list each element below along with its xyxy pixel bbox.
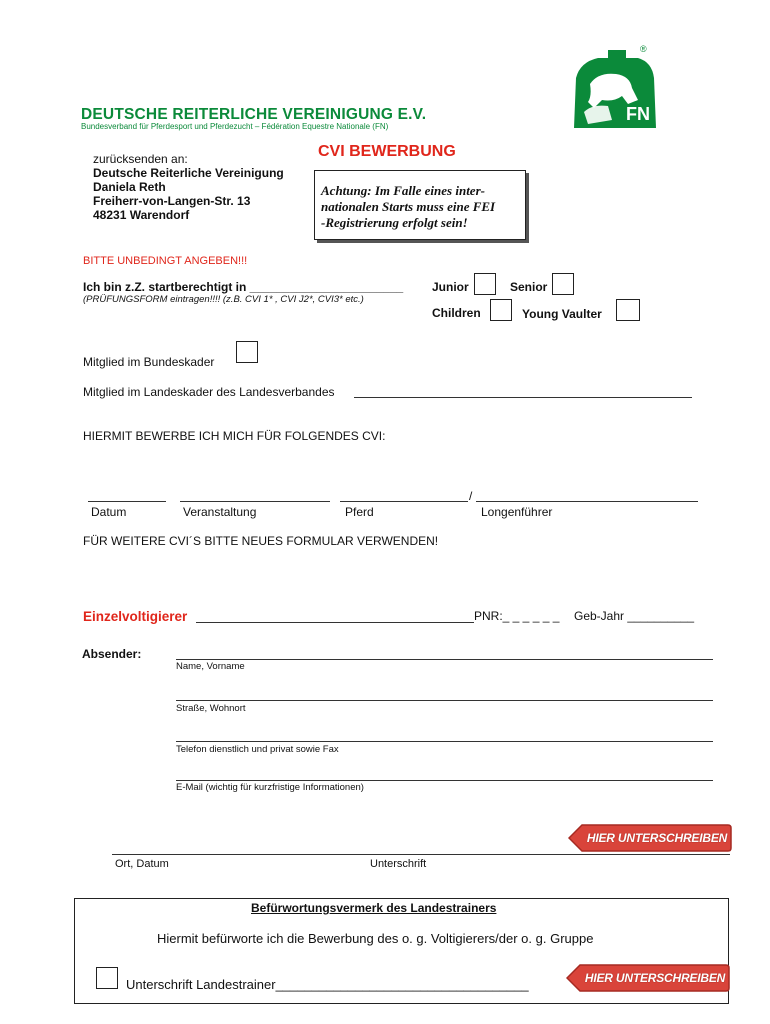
children-label: Children <box>432 306 481 320</box>
junior-label: Junior <box>432 280 469 294</box>
signature-label: Unterschrift <box>370 858 427 870</box>
required-heading: BITTE UNBEDINGT ANGEBEN!!! <box>83 255 248 267</box>
veranstaltung-label: Veranstaltung <box>183 505 257 519</box>
children-checkbox[interactable] <box>490 299 512 321</box>
address-line-4: 48231 Warendorf <box>93 208 190 222</box>
address-line-2: Daniela Reth <box>93 180 166 194</box>
further-note: FÜR WEITERE CVI´S BITTE NEUES FORMULAR VERWENDEN! <box>83 534 439 548</box>
org-subtitle: Bundesverband für Pferdesport und Pferdezucht – Fédération Equestre Nationale (FN) <box>81 122 389 131</box>
young-vaulter-label: Young Vaulter <box>522 307 602 321</box>
trainer-sign-here-label: HIER UNTERSCHREIBEN <box>584 971 726 985</box>
start-hint: (PRÜFUNGSFORM eintragen!!!! (z.B. CVI 1* , CVI J2*, CVI3* etc.) <box>83 294 364 305</box>
trainer-text: Hiermit befürworte ich die Bewerbung des o. g. Voltigierers/der o. g. Gruppe <box>157 931 594 946</box>
trainer-heading: Befürwortungsvermerk des Landestrainers <box>251 901 497 915</box>
name-line[interactable] <box>176 659 713 660</box>
street-caption: Straße, Wohnort <box>176 703 246 714</box>
logo-text: FN <box>626 104 650 124</box>
bundeskader-label: Mitglied im Bundeskader <box>83 355 215 369</box>
trainer-sign-here-button[interactable] <box>566 963 730 993</box>
email-line[interactable] <box>176 780 713 781</box>
place-date-signature-line[interactable] <box>112 854 730 855</box>
slash: / <box>469 489 473 503</box>
phone-caption: Telefon dienstlich und privat sowie Fax <box>176 744 339 755</box>
pnr-label: PNR:_ _ _ _ _ _ <box>474 609 560 623</box>
name-caption: Name, Vorname <box>176 661 245 672</box>
form-title: CVI BEWERBUNG <box>318 143 456 160</box>
notice-line-1: Achtung: Im Falle eines inter- <box>321 183 485 198</box>
junior-checkbox[interactable] <box>474 273 496 295</box>
fn-logo <box>568 44 664 130</box>
street-line[interactable] <box>176 700 713 701</box>
apply-heading: HIERMIT BEWERBE ICH MICH FÜR FOLGENDES CVI: <box>83 429 386 443</box>
trainer-signature-label: Unterschrift Landestrainer___________________________________ <box>126 977 529 992</box>
address-line-3: Freiherr-von-Langen-Str. 13 <box>93 194 251 208</box>
return-label: zurücksenden an: <box>93 152 188 166</box>
landeskader-line[interactable] <box>354 397 692 398</box>
trainer-checkbox[interactable] <box>96 967 118 989</box>
notice-line-2: nationalen Starts muss eine FEI <box>321 199 496 214</box>
org-name: DEUTSCHE REITERLICHE VEREINIGUNG E.V. <box>81 106 427 123</box>
einzel-name-line[interactable] <box>196 622 474 623</box>
veranstaltung-line[interactable] <box>180 501 330 502</box>
senior-checkbox[interactable] <box>552 273 574 295</box>
bundeskader-checkbox[interactable] <box>236 341 258 363</box>
pferd-label: Pferd <box>345 505 374 519</box>
landeskader-label: Mitglied im Landeskader des Landesverbandes <box>83 385 335 399</box>
registered-mark: ® <box>640 44 647 54</box>
email-caption: E-Mail (wichtig für kurzfristige Informationen) <box>176 782 364 793</box>
notice-line-3: -Registrierung erfolgt sein! <box>321 215 468 230</box>
phone-line[interactable] <box>176 741 713 742</box>
young-vaulter-checkbox[interactable] <box>616 299 640 321</box>
address-line-1: Deutsche Reiterliche Vereinigung <box>93 166 284 180</box>
sign-here-button[interactable] <box>568 823 732 853</box>
einzel-label: Einzelvoltigierer <box>83 609 188 624</box>
pferd-line[interactable] <box>340 501 468 502</box>
senior-label: Senior <box>510 280 548 294</box>
datum-line[interactable] <box>88 501 166 502</box>
gebjahr-label: Geb-Jahr __________ <box>574 609 695 623</box>
longenfuehrer-line[interactable] <box>476 501 698 502</box>
place-date-label: Ort, Datum <box>115 858 169 870</box>
datum-label: Datum <box>91 505 127 519</box>
longenfuehrer-label: Longenführer <box>481 505 553 519</box>
sign-here-label: HIER UNTERSCHREIBEN <box>586 831 728 845</box>
fei-notice-box <box>314 170 526 240</box>
sender-label: Absender: <box>82 647 142 661</box>
start-eligibility-label: Ich bin z.Z. startberechtigt in _______________________ <box>83 280 404 294</box>
